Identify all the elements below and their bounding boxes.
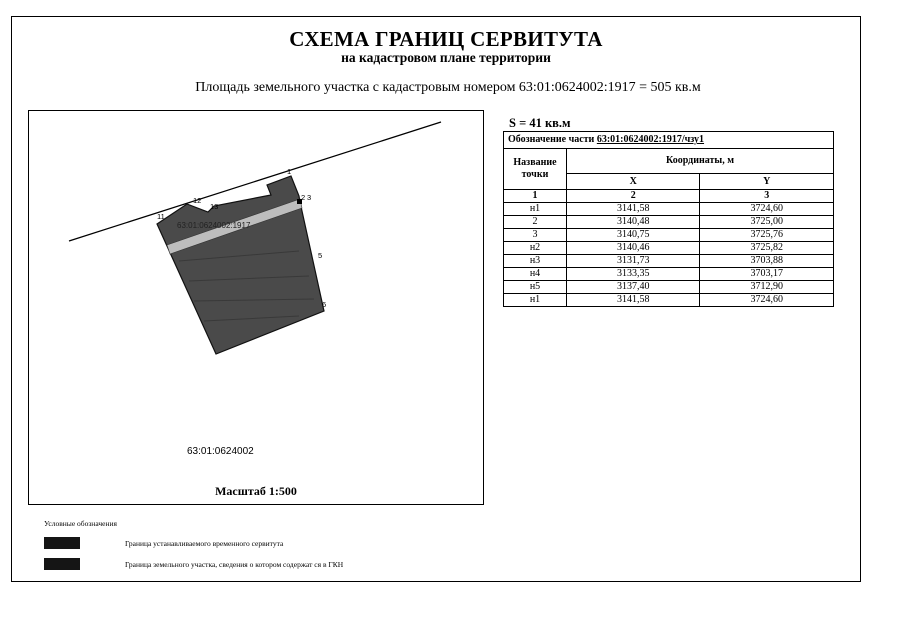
legend-swatch bbox=[44, 537, 80, 549]
table-row bbox=[504, 242, 834, 255]
table-row bbox=[504, 294, 834, 307]
table-row bbox=[504, 281, 834, 294]
table-row bbox=[504, 255, 834, 268]
legend-text: Граница устанавливаемого временного сервитута bbox=[125, 538, 284, 548]
cell-x: 3137,40 bbox=[567, 281, 700, 294]
coordinate-rows bbox=[504, 203, 834, 307]
legend-title: Условные обозначения bbox=[44, 519, 117, 528]
quarter-label: 63:01:0624002 bbox=[187, 446, 254, 457]
cell-y: 3725,00 bbox=[700, 216, 834, 229]
table-row bbox=[504, 268, 834, 281]
cell-name: н5 bbox=[504, 281, 567, 294]
col-num-2: 2 bbox=[567, 190, 700, 203]
legend-text: Граница земельного участка, сведения о котором содержат ся в ГКН bbox=[125, 559, 344, 569]
coordinates-table bbox=[503, 131, 834, 307]
cell-y: 3703,88 bbox=[700, 255, 834, 268]
map-scale: Масштаб 1:500 bbox=[215, 484, 297, 498]
servitude-area: S = 41 кв.м bbox=[509, 116, 571, 130]
cell-name: н1 bbox=[504, 294, 567, 307]
col-header-x: X bbox=[567, 174, 700, 190]
col-header-y: Y bbox=[700, 174, 834, 190]
legend-item-parcel bbox=[44, 557, 343, 571]
col-header-name: Название точки bbox=[504, 149, 567, 190]
cell-x: 3140,75 bbox=[567, 229, 700, 242]
map-drawing bbox=[29, 111, 484, 505]
cell-x: 3141,58 bbox=[567, 203, 700, 216]
cell-x: 3141,58 bbox=[567, 294, 700, 307]
legend-swatch bbox=[44, 558, 80, 570]
legend-item-servitude bbox=[44, 536, 283, 550]
parcel-number-label: 63:01:0624002:1917 bbox=[177, 221, 251, 230]
cell-x: 3133,35 bbox=[567, 268, 700, 281]
table-row bbox=[504, 149, 834, 174]
cadastral-map bbox=[28, 110, 484, 505]
cell-name: 2 bbox=[504, 216, 567, 229]
col-header-coords: Координаты, м bbox=[567, 149, 834, 174]
cell-name: н3 bbox=[504, 255, 567, 268]
point-label-3: 3 bbox=[307, 193, 312, 202]
part-label: Обозначение части bbox=[508, 134, 595, 145]
table-row bbox=[504, 229, 834, 242]
page-title: СХЕМА ГРАНИЦ СЕРВИТУТА bbox=[289, 27, 603, 51]
cell-name: н4 bbox=[504, 268, 567, 281]
cell-name: н2 bbox=[504, 242, 567, 255]
point-label-6: 6 bbox=[322, 300, 327, 309]
table-row bbox=[504, 216, 834, 229]
cell-x: 3140,46 bbox=[567, 242, 700, 255]
parcel-area-line: Площадь земельного участка с кадастровым номером 63:01:0624002:1917 = 505 кв.м bbox=[195, 80, 701, 95]
cell-y: 3703,17 bbox=[700, 268, 834, 281]
point-label-12: 12 bbox=[193, 196, 202, 205]
page-subtitle: на кадастровом плане территории bbox=[341, 50, 551, 65]
table-row bbox=[504, 190, 834, 203]
cell-y: 3712,90 bbox=[700, 281, 834, 294]
cell-y: 3725,76 bbox=[700, 229, 834, 242]
cell-x: 3140,48 bbox=[567, 216, 700, 229]
point-label-2: 2 bbox=[301, 193, 306, 202]
col-num-1: 1 bbox=[504, 190, 567, 203]
table-row bbox=[504, 132, 834, 149]
point-label-5: 5 bbox=[318, 251, 323, 260]
cell-x: 3131,73 bbox=[567, 255, 700, 268]
table-row bbox=[504, 203, 834, 216]
col-num-3: 3 bbox=[700, 190, 834, 203]
cell-name: 3 bbox=[504, 229, 567, 242]
point-label-1: 1 bbox=[287, 167, 292, 176]
cell-name: н1 bbox=[504, 203, 567, 216]
part-designation-cell bbox=[504, 132, 834, 149]
cell-y: 3725,82 bbox=[700, 242, 834, 255]
part-number: 63:01:0624002:1917/чзу1 bbox=[596, 134, 705, 145]
point-label-13: 13 bbox=[210, 202, 219, 211]
cell-y: 3724,60 bbox=[700, 203, 834, 216]
point-label-11: 11 bbox=[157, 212, 165, 221]
cell-y: 3724,60 bbox=[700, 294, 834, 307]
